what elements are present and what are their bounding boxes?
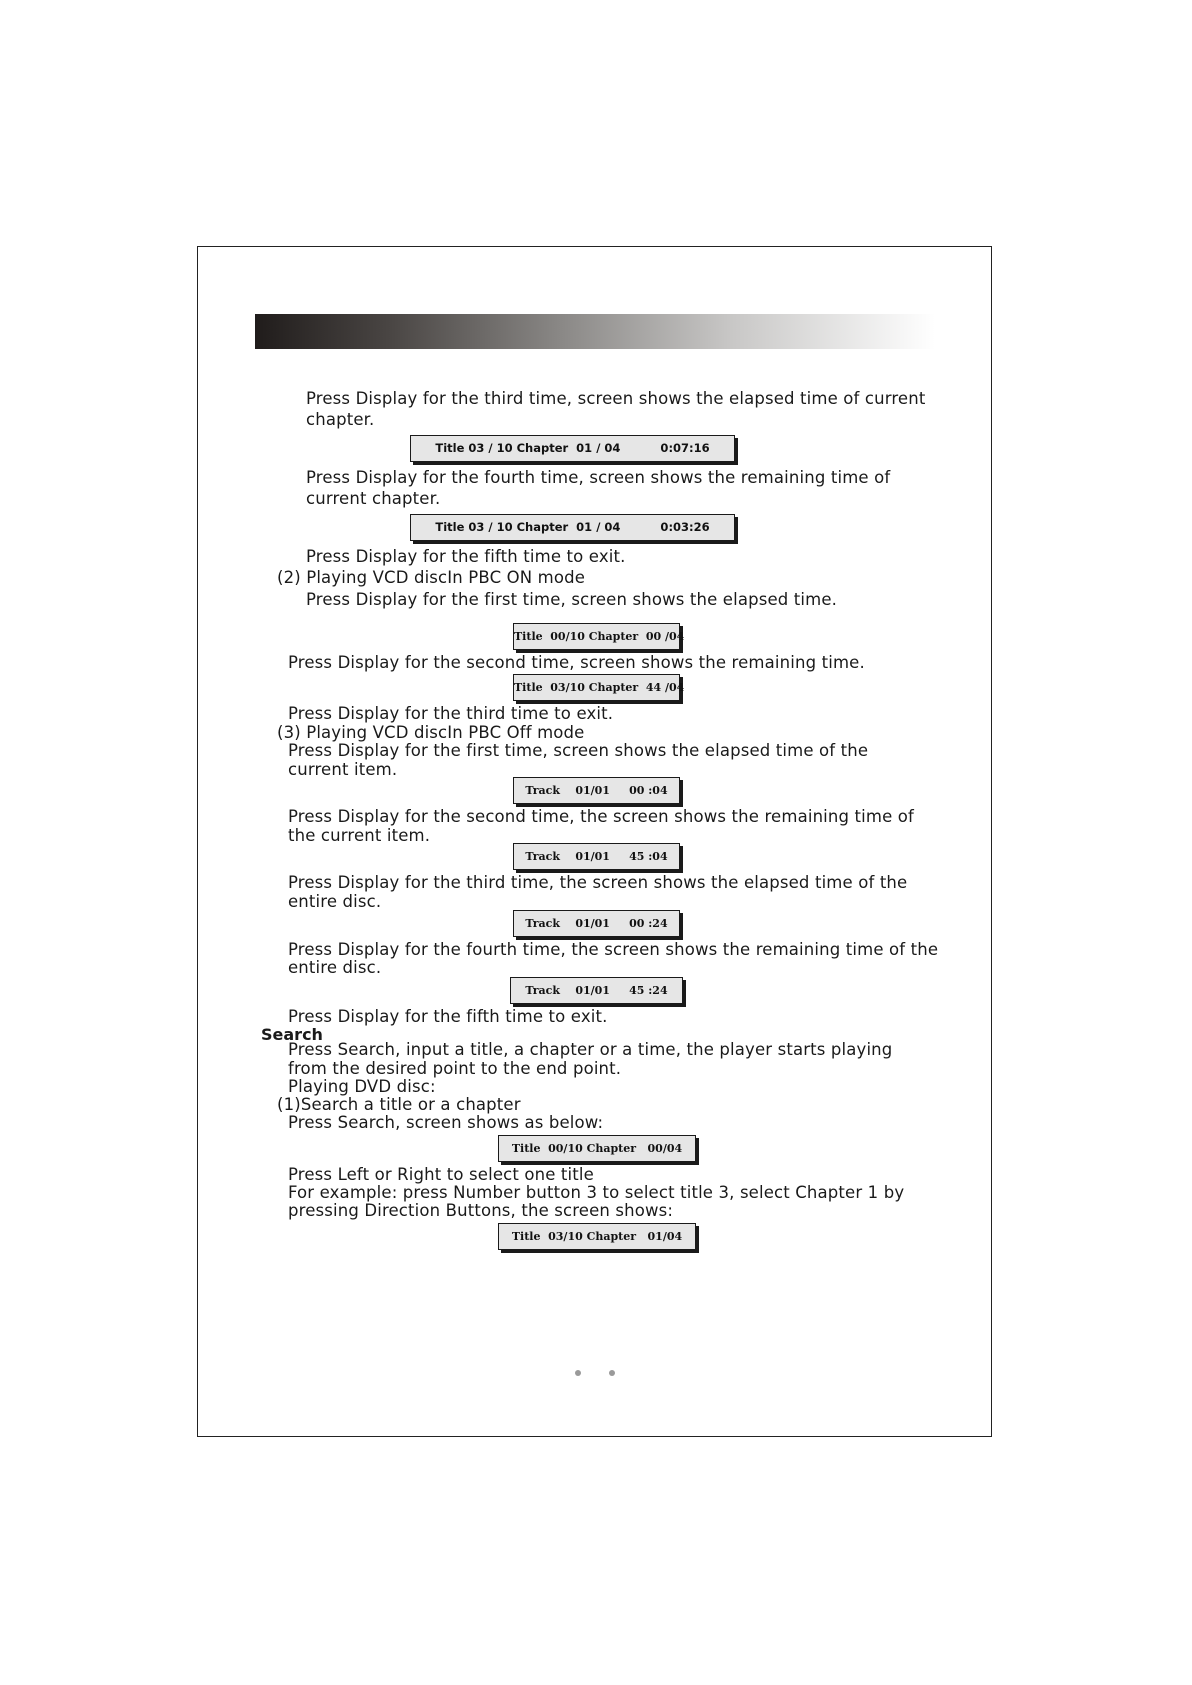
section-header-bar	[255, 314, 935, 349]
paragraph: Press Display for the third time, the screen shows the elapsed time of the	[288, 873, 908, 892]
paragraph: Press Display for the third time to exit.	[288, 704, 614, 723]
paragraph: Playing DVD disc:	[288, 1077, 436, 1096]
section-subheading: (2) Playing VCD discIn PBC ON mode	[277, 568, 586, 587]
paragraph: current chapter.	[306, 489, 441, 508]
paragraph: Press Display for the fifth time to exit.	[288, 1007, 608, 1026]
paragraph: pressing Direction Buttons, the screen shows:	[288, 1201, 674, 1220]
paragraph: Press Display for the fifth time to exit.	[306, 547, 626, 566]
paragraph: Press Display for the first time, screen shows the elapsed time.	[306, 590, 838, 609]
paragraph: Press Display for the fourth time, the screen shows the remaining time of the	[288, 940, 939, 959]
paragraph: Press Display for the second time, screen shows the remaining time.	[288, 653, 865, 672]
paragraph: For example: press Number button 3 to select title 3, select Chapter 1 by	[288, 1183, 905, 1202]
paragraph: Press Display for the first time, screen shows the elapsed time of the	[288, 741, 869, 760]
paragraph: Press Left or Right to select one title	[288, 1165, 594, 1184]
osd-display: Title 00/10 Chapter 00 /04	[513, 623, 680, 650]
osd-display: Title 03/10 Chapter 01/04	[498, 1223, 696, 1250]
osd-display: Title 03 / 10 Chapter 01 / 04 0:07:16	[410, 435, 735, 462]
paragraph: Press Display for the second time, the screen shows the remaining time of	[288, 807, 915, 826]
osd-display: Title 03/10 Chapter 44 /04	[513, 674, 680, 701]
page-dot	[609, 1370, 615, 1376]
osd-display: Title 00/10 Chapter 00/04	[498, 1135, 696, 1162]
paragraph: chapter.	[306, 410, 375, 429]
paragraph: entire disc.	[288, 892, 382, 911]
section-subheading: (3) Playing VCD discIn PBC Off mode	[277, 723, 585, 742]
section-subheading: (1)Search a title or a chapter	[277, 1095, 521, 1114]
osd-display: Track 01/01 45 :04	[513, 843, 680, 870]
paragraph: current item.	[288, 760, 398, 779]
page-dot	[575, 1370, 581, 1376]
osd-display: Title 03 / 10 Chapter 01 / 04 0:03:26	[410, 514, 735, 541]
paragraph: from the desired point to the end point.	[288, 1059, 622, 1078]
osd-display: Track 01/01 00 :24	[513, 910, 680, 937]
paragraph: the current item.	[288, 826, 431, 845]
paragraph: entire disc.	[288, 958, 382, 977]
paragraph: Press Display for the fourth time, screen shows the remaining time of	[306, 468, 891, 487]
osd-display: Track 01/01 00 :04	[513, 777, 680, 804]
paragraph: Press Display for the third time, screen shows the elapsed time of current	[306, 389, 926, 408]
section-heading-search: Search	[261, 1025, 323, 1044]
paragraph: Press Search, screen shows as below:	[288, 1113, 604, 1132]
osd-display: Track 01/01 45 :24	[510, 977, 683, 1004]
paragraph: Press Search, input a title, a chapter or a time, the player starts playing	[288, 1040, 893, 1059]
